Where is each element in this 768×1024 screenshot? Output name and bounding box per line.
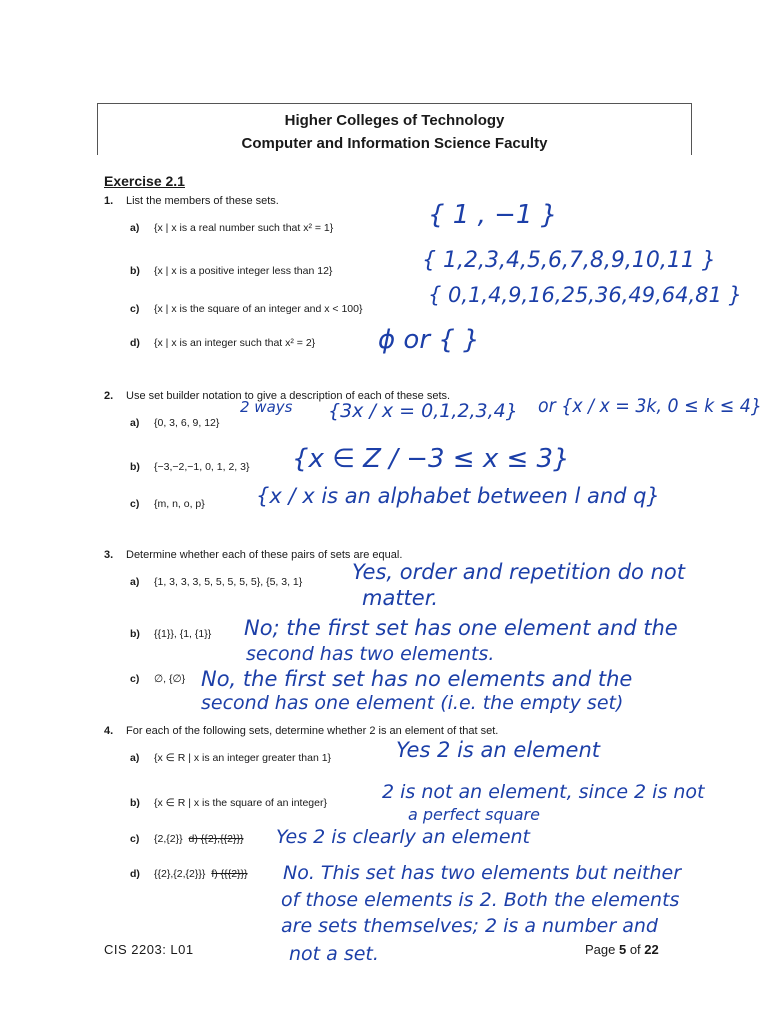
struck-text: f) {{{2}}}: [211, 868, 248, 880]
q3-answer-a-line1: Yes, order and repetition do not: [352, 560, 685, 584]
q2-item-b: b) {−3,−2,−1, 0, 1, 2, 3}: [130, 461, 250, 473]
q4-answer-d-line4: not a set.: [289, 943, 379, 965]
q4-answer-d-line3: are sets themselves; 2 is a number and: [281, 915, 658, 937]
header-college: Higher Colleges of Technology: [284, 112, 505, 129]
q4-item-a: a) {x ∈ R | x is an integer greater than 1}: [130, 752, 332, 764]
struck-text: d) {{2},{{2}}}: [188, 833, 244, 845]
q3-item-a: a) {1, 3, 3, 3, 5, 5, 5, 5, 5}, {5, 3, 1}: [130, 576, 303, 588]
q1-answer-b: { 1,2,3,4,5,6,7,8,9,10,11 }: [422, 248, 716, 273]
q1-answer-d: ϕ or { }: [378, 325, 480, 355]
question-2: 2. Use set builder notation to give a description of each of these sets.: [104, 390, 451, 402]
q4-answer-d-line2: of those elements is 2. Both the elements: [281, 889, 680, 911]
q4-item-c: c) {2,{2}} d) {{2},{{2}}}: [130, 833, 244, 845]
q3-answer-c-line1: No, the first set has no elements and the: [201, 667, 633, 691]
q1-item-d: d) {x | x is an integer such that x² = 2}: [130, 337, 316, 349]
q4-item-d: d) {{2},{2,{2}}} f) {{{2}}}: [130, 868, 248, 880]
q1-answer-a: { 1 , −1 }: [428, 200, 558, 230]
document-header: [97, 103, 692, 155]
page-number: Page 5 of 22: [585, 942, 659, 957]
q4-answer-b-line2: a perfect square: [408, 805, 540, 824]
question-3: 3. Determine whether each of these pairs of sets are equal.: [104, 549, 403, 561]
q1-item-b: b) {x | x is a positive integer less than 12}: [130, 265, 333, 277]
q4-answer-d-line1: No. This set has two elements but neither: [283, 862, 682, 884]
q3-answer-b-line2: second has two elements.: [246, 643, 495, 665]
q2-answer-a: {3x / x = 0,1,2,3,4}: [328, 400, 518, 422]
footer-course-code: CIS 2203: L01: [104, 942, 194, 957]
q3-answer-b-line1: No; the first set has one element and the: [244, 616, 678, 640]
q2-item-a: a) {0, 3, 6, 9, 12}: [130, 417, 220, 429]
q3-item-c: c) ∅, {∅}: [130, 673, 186, 685]
q4-answer-a: Yes 2 is an element: [396, 738, 600, 762]
q1-item-a: a) {x | x is a real number such that x² = 1}: [130, 222, 334, 234]
q4-answer-c: Yes 2 is clearly an element: [276, 826, 530, 848]
question-text: List the members of these sets.: [126, 195, 279, 207]
question-number: 1.: [104, 195, 114, 207]
q2-answer-b: {x ∈ Z / −3 ≤ x ≤ 3}: [292, 444, 570, 474]
q2-item-c: c) {m, n, o, p}: [130, 498, 205, 510]
q4-answer-b-line1: 2 is not an element, since 2 is not: [382, 781, 705, 803]
q3-answer-c-line2: second has one element (i.e. the empty set): [201, 692, 624, 714]
question-4: 4. For each of the following sets, determine whether 2 is an element of that set.: [104, 725, 499, 737]
q2-answer-a-alt: or {x / x = 3k, 0 ≤ k ≤ 4}: [538, 395, 762, 417]
q3-answer-a-line2: matter.: [362, 586, 439, 610]
header-faculty: Computer and Information Science Faculty: [241, 135, 548, 152]
q2-note-ways: 2 ways: [240, 398, 293, 416]
q2-answer-c: {x / x is an alphabet between l and q}: [256, 484, 660, 508]
q1-answer-c: { 0,1,4,9,16,25,36,49,64,81 }: [428, 283, 742, 307]
q4-item-b: b) {x ∈ R | x is the square of an integer}: [130, 797, 327, 809]
q3-item-b: b) {{1}}, {1, {1}}: [130, 628, 212, 640]
q1-item-c: c) {x | x is the square of an integer and x < 100}: [130, 303, 363, 315]
exercise-title: Exercise 2.1: [104, 173, 185, 189]
question-1: [104, 195, 279, 207]
